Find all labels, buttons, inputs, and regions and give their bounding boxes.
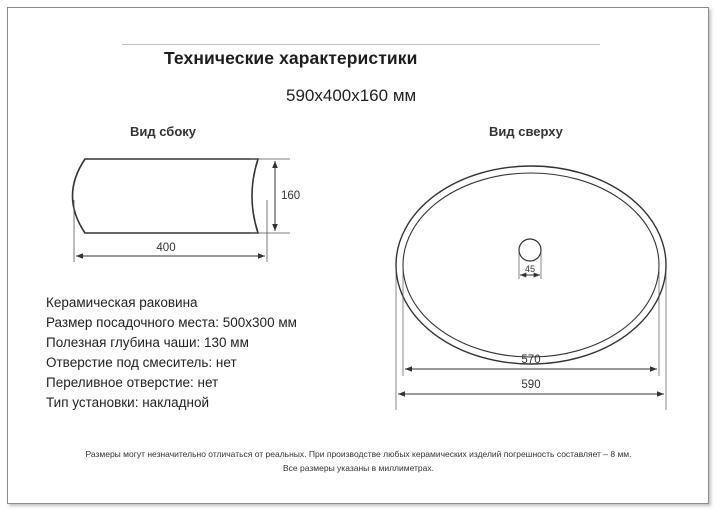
top-view-drawing [396, 166, 666, 410]
top-view-label: Вид сверху [489, 124, 563, 139]
spec-item-installation: Тип установки: накладной [46, 395, 210, 410]
outer-width-text: 590 [521, 379, 541, 391]
drain-hole [519, 239, 541, 261]
side-height-text: 160 [281, 190, 301, 202]
spec-item-overflow: Переливное отверстие: нет [46, 375, 219, 390]
spec-item-bowl-depth: Полезная глубина чаши: 130 мм [46, 335, 249, 350]
side-view-label: Вид сбоку [130, 124, 197, 139]
footnote-units: Все размеры указаны в миллиметрах. [283, 463, 434, 473]
drain-diameter-text: 45 [524, 264, 536, 274]
spec-list [46, 293, 297, 413]
footnote-tolerance: Размеры могут незначительно отличаться от реальных. При производстве любых керамических изделий погрешность составляет – 8 мм. [85, 449, 632, 459]
side-view-drawing [73, 159, 301, 262]
spec-item-mount-size: Размер посадочного места: 500x300 мм [46, 315, 297, 330]
side-width-text: 400 [156, 242, 176, 254]
spec-item-faucet-hole: Отверстие под смеситель: нет [46, 355, 237, 370]
page-title: Технические характеристики [164, 48, 418, 68]
overall-dimensions: 590x400x160 мм [286, 86, 417, 105]
inner-width-text: 570 [521, 354, 541, 366]
sink-side-profile [73, 159, 259, 233]
spec-item-material: Керамическая раковина [46, 295, 198, 310]
